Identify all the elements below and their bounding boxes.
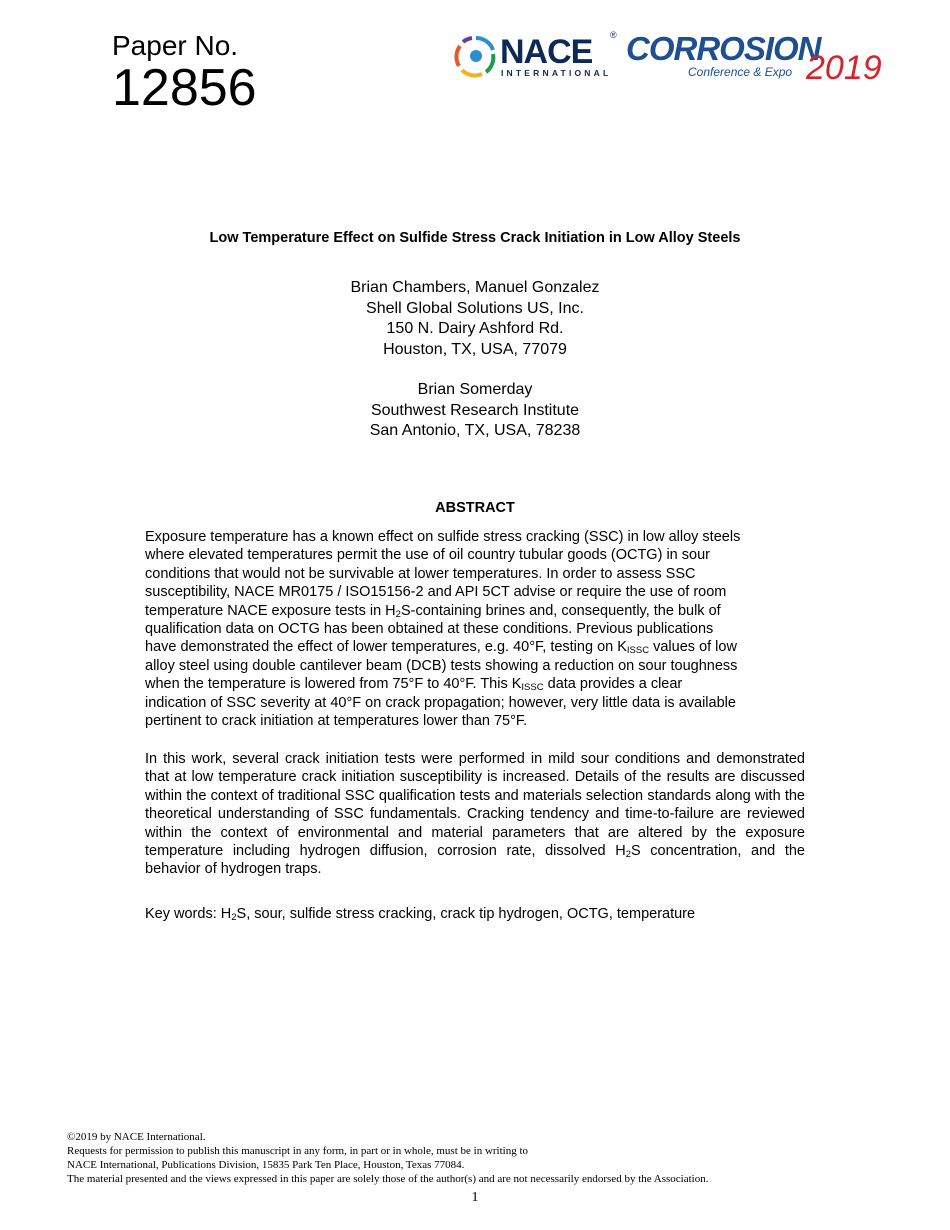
abstract-paragraph-1	[145, 528, 805, 730]
author-names-2: Brian Somerday	[417, 381, 533, 398]
corrosion-tagline: Conference & Expo	[688, 65, 793, 79]
author-address-1: 150 N. Dairy Ashford Rd.	[386, 320, 564, 337]
copyright-footer	[67, 1130, 708, 1186]
author-city-2: San Antonio, TX, USA, 78238	[369, 422, 581, 439]
registered-mark: ®	[610, 30, 617, 40]
abstract-line: conditions that would not be survivable at lower temperatures. In order to assess SSC	[145, 565, 696, 582]
nace-globe-icon	[454, 34, 498, 80]
footer-line: The material presented and the views expressed in this paper are solely those of the author(s) and are not necessarily endorsed by the Association.	[67, 1173, 709, 1185]
abstract-line: Exposure temperature has a known effect on sulfide stress cracking (SSC) in low alloy steels	[145, 529, 741, 545]
page-number: 1	[471, 1190, 479, 1205]
paper-label: Paper No.	[112, 30, 239, 61]
nace-logo	[454, 30, 619, 82]
footer-line: ©2019 by NACE International.	[67, 1131, 206, 1143]
abstract-line: qualification data on OCTG has been obtained at these conditions. Previous publications	[145, 621, 714, 638]
nace-subtitle: INTERNATIONAL	[501, 68, 612, 78]
author-block	[0, 278, 950, 442]
abstract-line: susceptibility, NACE MR0175 / ISO15156-2 and API 5CT advise or require the use of room	[145, 584, 727, 601]
abstract-line: alloy steel using double cantilever beam (DCB) tests showing a reduction on sour toughness	[145, 657, 738, 674]
corrosion-year: 2019	[806, 49, 882, 87]
abstract-line: indication of SSC severity at 40°F on crack propagation; however, very little data is available	[145, 694, 736, 711]
abstract-line: where elevated temperatures permit the use of oil country tubular goods (OCTG) in sour	[145, 547, 710, 564]
corrosion-logo	[626, 32, 886, 88]
abstract-line: temperature NACE exposure tests in $H_2S$-containing brines and, consequently, the bulk of	[145, 602, 721, 620]
abstract-line: when the temperature is lowered from 75°F to 40°F. This $K_{ISSC}$ data provides a clear	[145, 676, 683, 694]
corrosion-wordmark: CORROSION	[626, 30, 821, 67]
keywords: Key words: $H_2S$, sour, sulfide stress cracking, crack tip hydrogen, OCTG, temperature	[145, 906, 696, 923]
author-affiliation-1: Shell Global Solutions US, Inc.	[366, 299, 584, 317]
author-affiliation-2: Southwest Research Institute	[370, 401, 580, 419]
paper-title: Low Temperature Effect on Sulfide Stress Crack Initiation in Low Alloy Steels	[209, 230, 741, 246]
abstract-line: pertinent to crack initiation at temperatures lower than 75°F.	[145, 713, 528, 730]
nace-wordmark: NACE	[500, 33, 593, 71]
paper-number: 12856	[112, 59, 257, 117]
abstract-paragraph-2: In this work, several crack initiation tests were performed in mild sour conditions and demonstrated that at low temperature crack initiation susceptibility is increased. Details of the results are discussed within the context of traditional SSC qualification tests and materials selection standards along with the theoretical understanding of SSC fundamentals. Cracking tendency and time-to-failure are reviewed within the context of environmental and material parameters that are altered by the exposure temperature including hydrogen diffusion, corrosion rate, dissolved $H_2S$ concentration, and the behavior of hydrogen traps.	[145, 751, 805, 878]
author-city-1: Houston, TX, USA, 77079	[383, 340, 567, 358]
footer-line: NACE International, Publications Division, 15835 Park Ten Place, Houston, Texas 77084.	[67, 1159, 465, 1171]
footer-line: Requests for permission to publish this manuscript in any form, in part or in whole, must be in writing to	[67, 1145, 529, 1157]
abstract-line: have demonstrated the effect of lower temperatures, e.g. 40°F, testing on $K_{ISSC}$ values of low	[145, 639, 737, 657]
paper-number-block	[112, 30, 257, 117]
author-names-1: Brian Chambers, Manuel Gonzalez	[350, 279, 600, 296]
abstract-heading: ABSTRACT	[435, 500, 515, 516]
